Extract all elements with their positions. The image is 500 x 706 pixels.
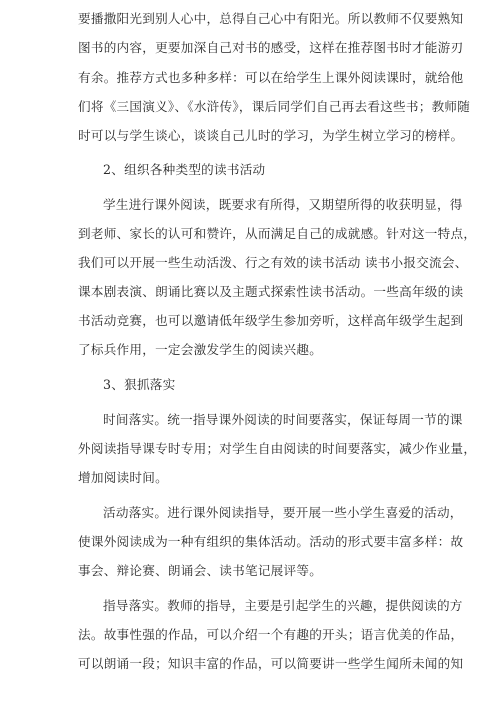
text-line: 活动落实。进行课外阅读指导，要开展一些小学生喜爱的活动， [103,505,463,520]
text-line: 法。故事性强的作品，可以介绍一个有趣的开头；语言优美的作品， [78,627,464,642]
text-line: 使课外阅读成为一种有组织的集体活动。活动的形式要丰富多样：故 [78,534,464,549]
text-line: 时可以与学生谈心，谈谈自己儿时的学习，为学生树立学习的榜样。 [78,128,464,143]
text-line: 有余。推荐方式也多种多样：可以在给学生上课外阅读课时，就给他 [78,70,464,85]
text-line: 到老师、家长的认可和赞许，从而满足自己的成就感。针对这一特点， [78,226,477,241]
text-line: 要播撒阳光到别人心中，总得自己心中有阳光。所以教师不仅要熟知 [78,11,464,26]
text-line: 学生进行课外阅读，既要求有所得，又期望所得的收获明显，得 [103,197,463,212]
text-line: 外阅读指导课专时专用；对学生自由阅读的时间要落实，减少作业量， [78,441,477,456]
text-line: 时间落实。统一指导课外阅读的时间要落实，保证每周一节的课 [103,412,463,427]
text-line: 可以朗诵一段；知识丰富的作品，可以简要讲一些学生闻所未闻的知 [78,656,464,671]
text-line: 们将《三国演义》、《水浒传》，课后同学们自己再去看这些书；教师随 [78,99,471,114]
text-line: 我们可以开展一些生动活泼、行之有效的读书活动 读书小报交流会、 [78,255,468,270]
section-heading: 3、狠抓落实 [103,377,176,392]
text-line: 事会、辩论赛、朗诵会、读书笔记展评等。 [78,563,323,578]
text-line: 指导落实。教师的指导，主要是引起学生的兴趣，提供阅读的方 [103,598,463,613]
text-line: 图书的内容，更要加深自己对书的感受，这样在推荐图书时才能游刃 [78,40,464,55]
text-line: 课本剧表演、朗诵比赛以及主题式探索性读书活动。一些高年级的读 [78,284,464,299]
text-line: 了标兵作用，一定会激发学生的阅读兴趣。 [78,342,323,357]
text-line: 增加阅读时间。 [78,470,168,485]
text-line: 书活动竞赛，也可以邀请低年级学生参加旁听，这样高年级学生起到 [78,313,464,328]
section-heading: 2、组织各种类型的读书活动 [103,162,266,177]
